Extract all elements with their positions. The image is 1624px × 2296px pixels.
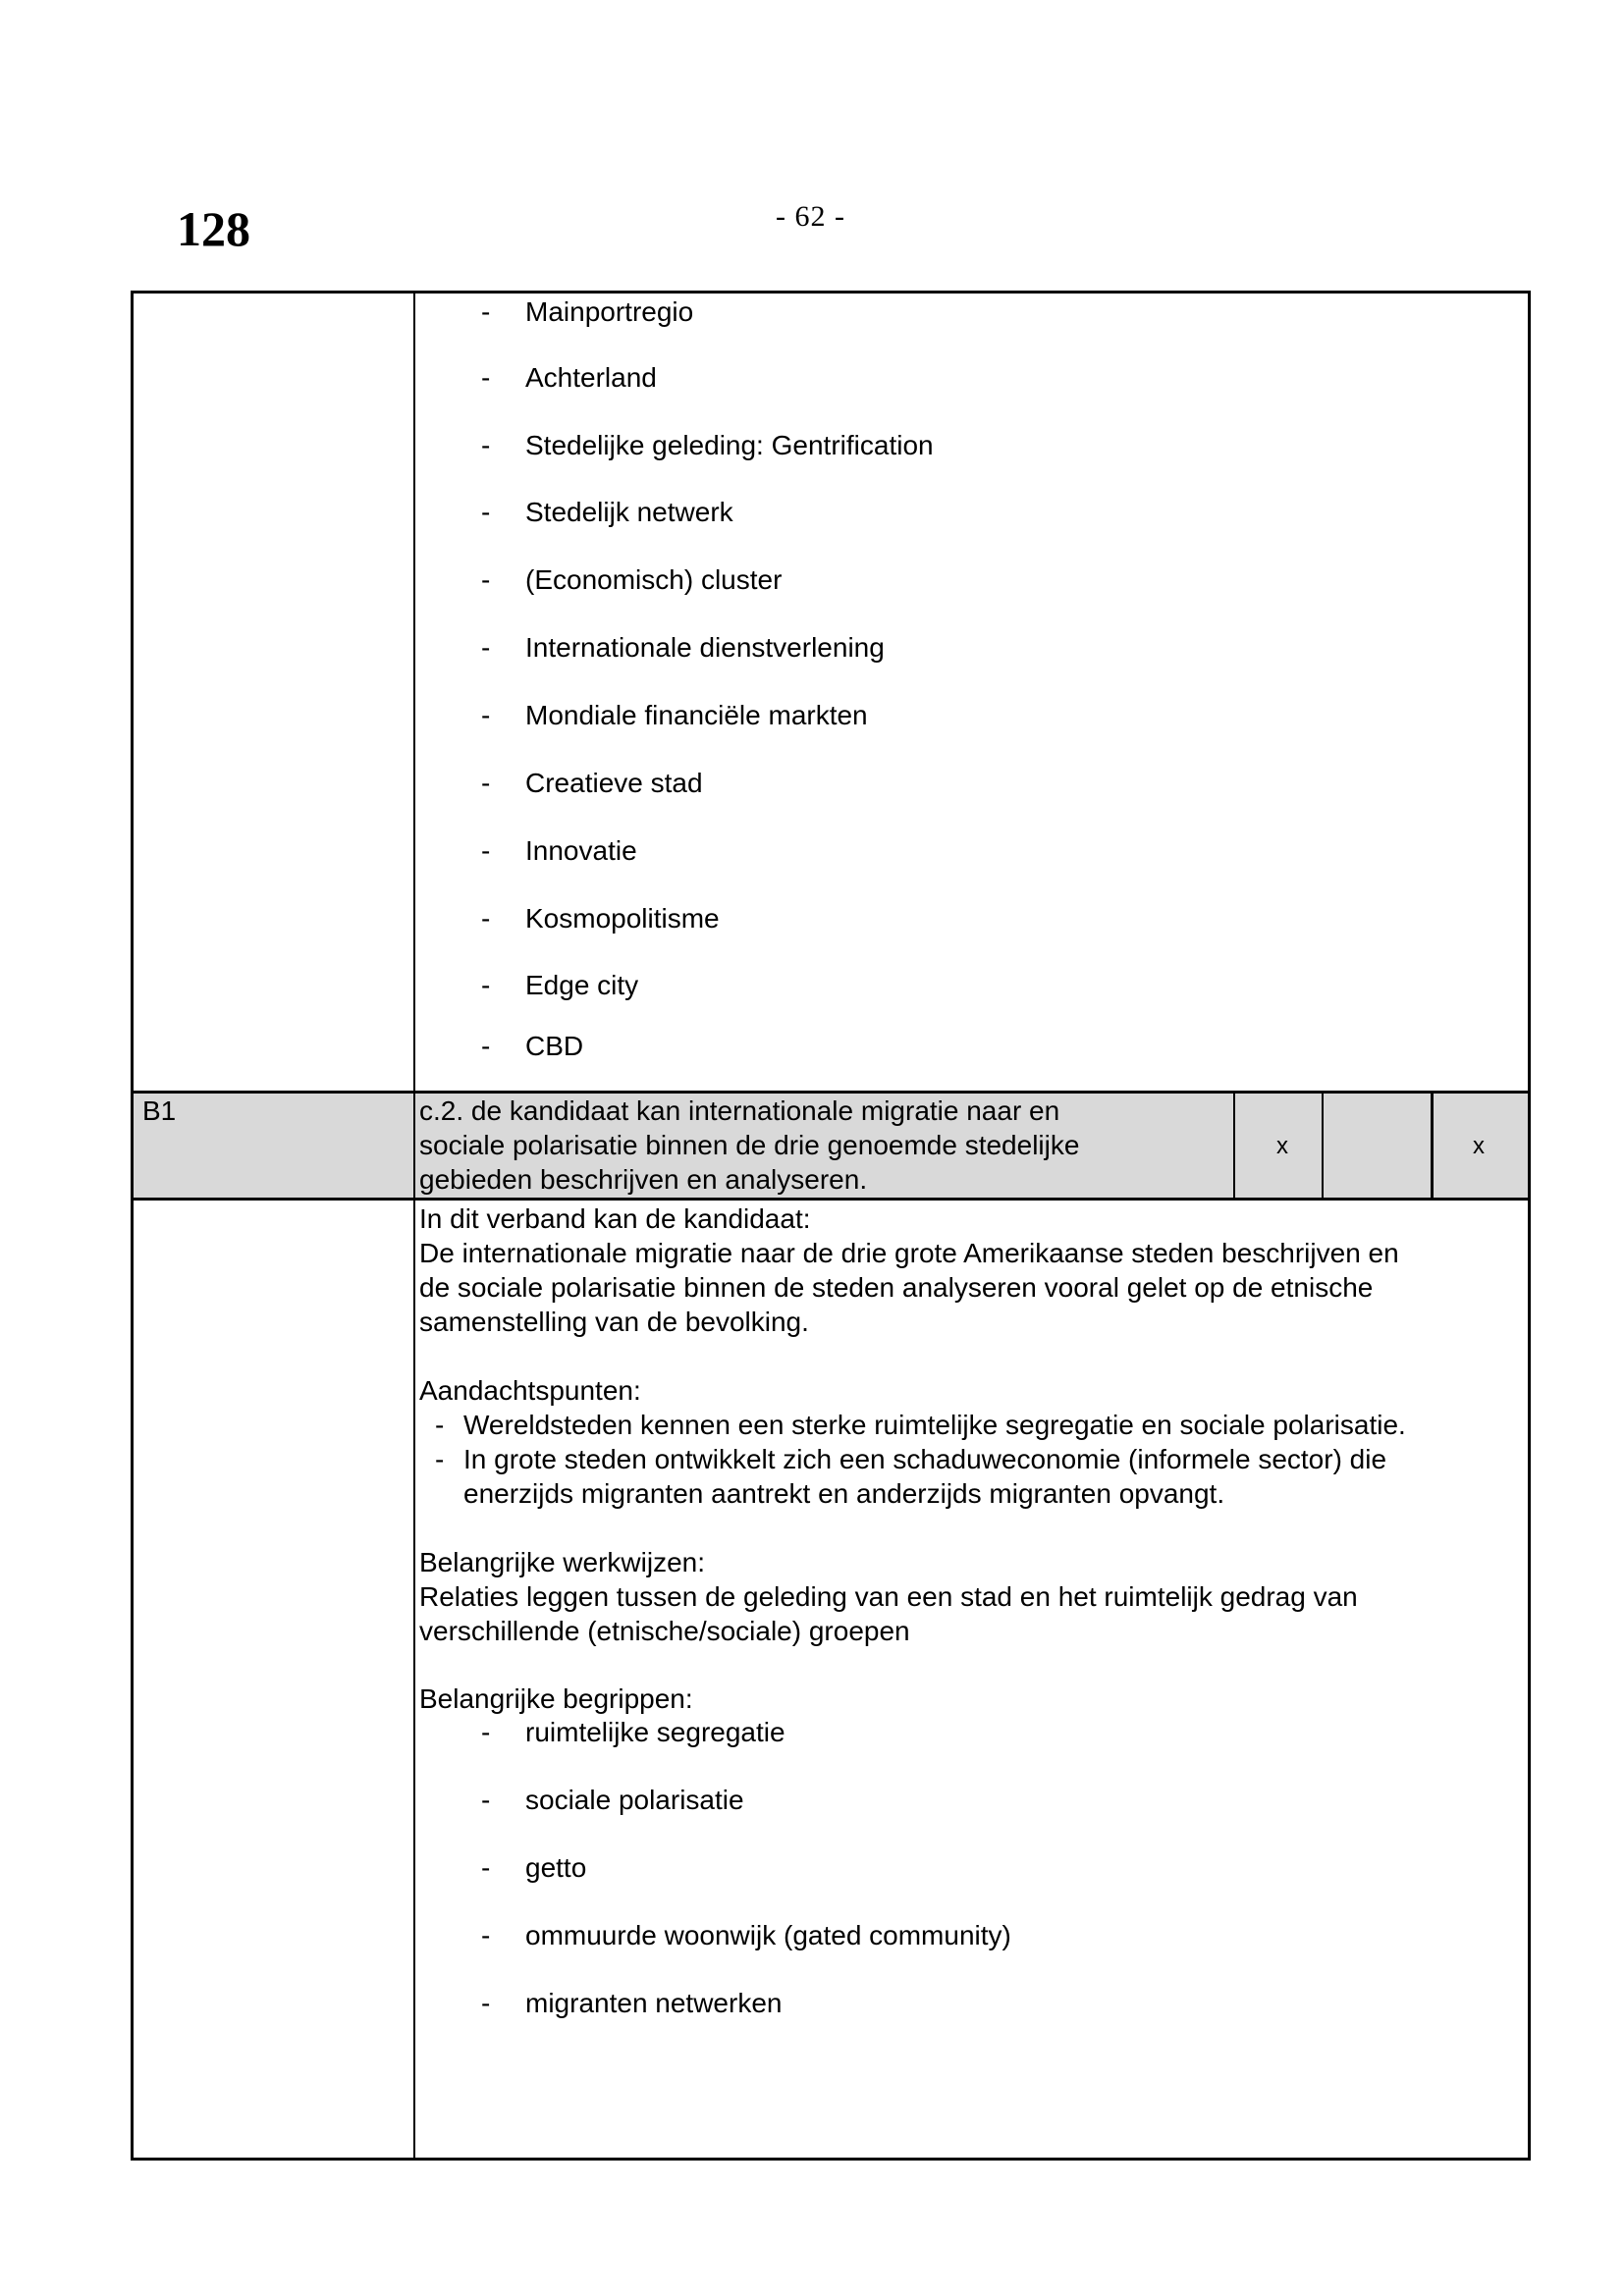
concept-item: Internationale dienstverlening [525,632,885,663]
bullet-dash: - [435,1444,445,1474]
concept-item: ruimtelijke segregatie [525,1717,785,1747]
concept-item: Creatieve stad [525,768,703,798]
concept-item: Achterland [525,362,657,393]
bullet-dash: - [481,1031,491,1061]
bullet-dash: - [481,497,491,527]
objective-code: B1 [142,1095,177,1126]
bullet-dash: - [481,564,491,595]
bullet-dash: - [481,1785,491,1815]
attention-point: enerzijds migranten aantrekt en anderzijds migranten opvangt. [463,1478,1225,1509]
bullet-dash: - [481,835,491,866]
concept-item: (Economisch) cluster [525,564,783,595]
document-number: 128 [177,201,250,256]
bullet-dash: - [481,296,491,327]
concept-item: getto [525,1852,587,1883]
objective-line: gebieden beschrijven en analyseren. [419,1164,868,1195]
description-line: de sociale polarisatie binnen de steden analyseren vooral gelet op de etnische [419,1272,1374,1303]
mark-column-divider [1322,1093,1324,1199]
concept-item: ommuurde woonwijk (gated community) [525,1920,1011,1950]
page-number: - 62 - [776,200,845,233]
attention-point: Wereldsteden kennen een sterke ruimtelijke segregatie en sociale polarisatie. [463,1410,1406,1440]
bullet-dash: - [481,700,491,730]
bullet-dash: - [481,970,491,1000]
bullet-dash: - [481,1852,491,1883]
bullet-dash: - [481,903,491,934]
intro-text: In dit verband kan de kandidaat: [419,1203,811,1234]
mark-column-1: x [1276,1133,1288,1159]
concept-item: Edge city [525,970,639,1000]
bullet-dash: - [481,362,491,393]
objective-line: sociale polarisatie binnen de drie genoemde stedelijke [419,1130,1080,1160]
bullet-dash: - [481,430,491,460]
concept-item: Innovatie [525,835,637,866]
attention-point: In grote steden ontwikkelt zich een schaduweconomie (informele sector) die [463,1444,1387,1474]
methods-heading: Belangrijke werkwijzen: [419,1547,706,1577]
mark-column-divider [1431,1093,1434,1199]
bullet-dash: - [481,1988,491,2018]
concept-item: Stedelijk netwerk [525,497,733,527]
concept-item: Kosmopolitisme [525,903,720,934]
concept-item: Stedelijke geleding: Gentrification [525,430,934,460]
methods-line: Relaties leggen tussen de geleding van een stad en het ruimtelijk gedrag van [419,1581,1358,1612]
attention-heading: Aandachtspunten: [419,1375,641,1406]
objective-line: c.2. de kandidaat kan internationale migratie naar en [419,1095,1060,1126]
description-line: samenstelling van de bevolking. [419,1307,809,1337]
bullet-dash: - [481,632,491,663]
description-line: De internationale migratie naar de drie grote Amerikaanse steden beschrijven en [419,1238,1399,1268]
mark-column-3: x [1473,1133,1485,1159]
curriculum-table [131,291,1531,2161]
concept-item: Mondiale financiële markten [525,700,868,730]
bullet-dash: - [481,768,491,798]
bullet-dash: - [435,1410,445,1440]
row-divider [134,1198,1528,1201]
methods-line: verschillende (etnische/sociale) groepen [419,1616,910,1646]
bullet-dash: - [481,1717,491,1747]
concept-item: sociale polarisatie [525,1785,744,1815]
mark-column-divider [1233,1093,1235,1199]
concept-item: Mainportregio [525,296,694,327]
column-divider [413,294,415,2159]
concept-item: CBD [525,1031,584,1061]
concept-item: migranten netwerken [525,1988,783,2018]
concepts-heading: Belangrijke begrippen: [419,1683,693,1714]
bullet-dash: - [481,1920,491,1950]
